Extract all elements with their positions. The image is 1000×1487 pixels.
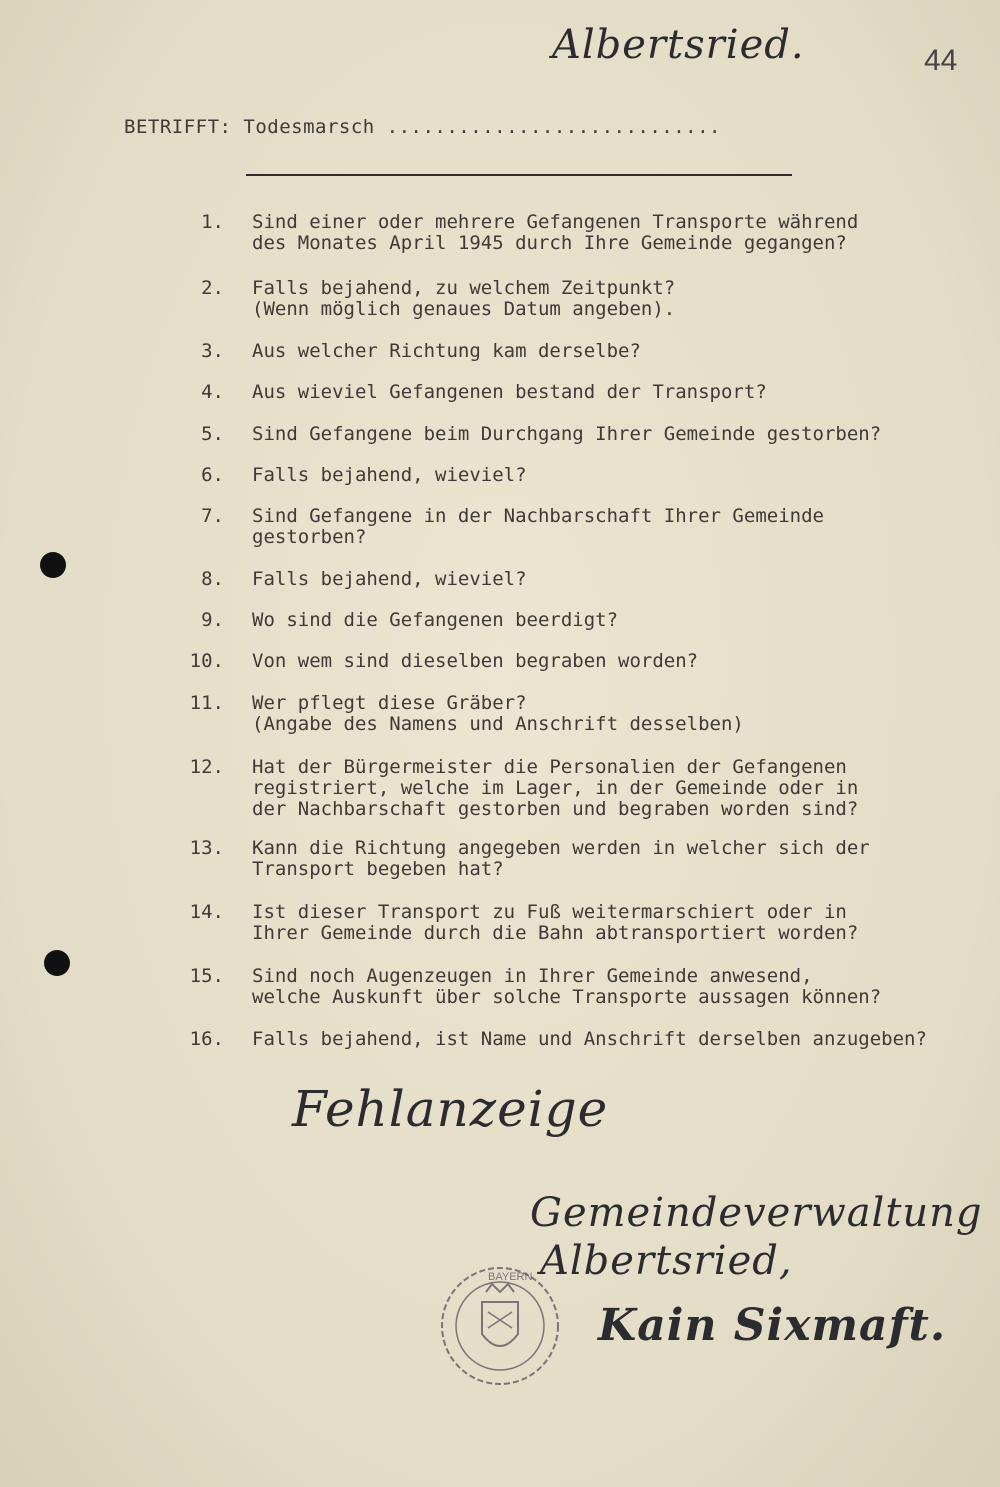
handwritten-place-name: Albertsried. (552, 22, 805, 68)
question-number: 2. (201, 277, 224, 299)
question-number: 14. (189, 901, 224, 923)
subject-text: Todesmarsch ............................ (243, 116, 721, 138)
question-number: 15. (189, 965, 224, 987)
question-text: Falls bejahend, wieviel? (252, 464, 527, 486)
question-number: 1. (201, 211, 224, 233)
question-text: welche Auskunft über solche Transporte aussagen können? (252, 986, 882, 1008)
question-text: Sind Gefangene beim Durchgang Ihrer Gemeinde gestorben? (252, 423, 882, 445)
question-text: Wer pflegt diese Gräber? (252, 692, 527, 714)
question-number: 11. (189, 692, 224, 714)
question-text: (Angabe des Namens und Anschrift desselben) (252, 713, 744, 735)
question-number: 5. (201, 423, 224, 445)
question-text: Ist dieser Transport zu Fuß weitermarschiert oder in (252, 901, 847, 923)
question-text: registriert, welche im Lager, in der Gemeinde oder in (252, 777, 859, 799)
signature-name: Kain Sixmaft. (598, 1300, 947, 1351)
question-number: 12. (189, 756, 224, 778)
signature-office: Gemeindeverwaltung (530, 1190, 983, 1236)
punch-hole-top (40, 552, 66, 578)
question-number: 4. (201, 381, 224, 403)
question-text: Kann die Richtung angegeben werden in welcher sich der (252, 837, 870, 859)
question-text: (Wenn möglich genaues Datum angeben). (252, 298, 676, 320)
question-text: der Nachbarschaft gestorben und begraben worden sind? (252, 798, 859, 820)
question-number: 13. (189, 837, 224, 859)
question-number: 3. (201, 340, 224, 362)
question-text: Hat der Bürgermeister die Personalien der Gefangenen (252, 756, 847, 778)
header-underline (246, 174, 792, 176)
question-text: Von wem sind dieselben begraben worden? (252, 650, 699, 672)
question-text: Falls bejahend, wieviel? (252, 568, 527, 590)
question-text: Wo sind die Gefangenen beerdigt? (252, 609, 619, 631)
question-text: Sind einer oder mehrere Gefangenen Transporte während (252, 211, 859, 233)
question-text: Sind noch Augenzeugen in Ihrer Gemeinde anwesend, (252, 965, 813, 987)
question-number: 8. (201, 568, 224, 590)
question-text: Ihrer Gemeinde durch die Bahn abtransportiert worden? (252, 922, 859, 944)
subject-label: BETRIFFT: (124, 116, 232, 138)
handwritten-answer: Fehlanzeige (292, 1080, 609, 1138)
punch-hole-bottom (44, 950, 70, 976)
question-text: gestorben? (252, 526, 367, 548)
question-text: Falls bejahend, ist Name und Anschrift derselben anzugeben? (252, 1028, 927, 1050)
page-number: 44 (924, 44, 958, 77)
question-text: Aus wieviel Gefangenen bestand der Transport? (252, 381, 767, 403)
question-number: 10. (189, 650, 224, 672)
question-text: Sind Gefangene in der Nachbarschaft Ihrer Gemeinde (252, 505, 824, 527)
question-number: 9. (201, 609, 224, 631)
question-number: 16. (189, 1028, 224, 1050)
question-text: Falls bejahend, zu welchem Zeitpunkt? (252, 277, 676, 299)
subject-line (124, 116, 721, 138)
question-number: 6. (201, 464, 224, 486)
stamp-text: BAYERN (488, 1271, 533, 1283)
question-text: des Monates April 1945 durch Ihre Gemeinde gegangen? (252, 232, 847, 254)
signature-place: Albertsried, (540, 1238, 793, 1284)
question-text: Transport begeben hat? (252, 858, 504, 880)
official-seal-stamp (436, 1262, 564, 1390)
question-text: Aus welcher Richtung kam derselbe? (252, 340, 641, 362)
question-number: 7. (201, 505, 224, 527)
